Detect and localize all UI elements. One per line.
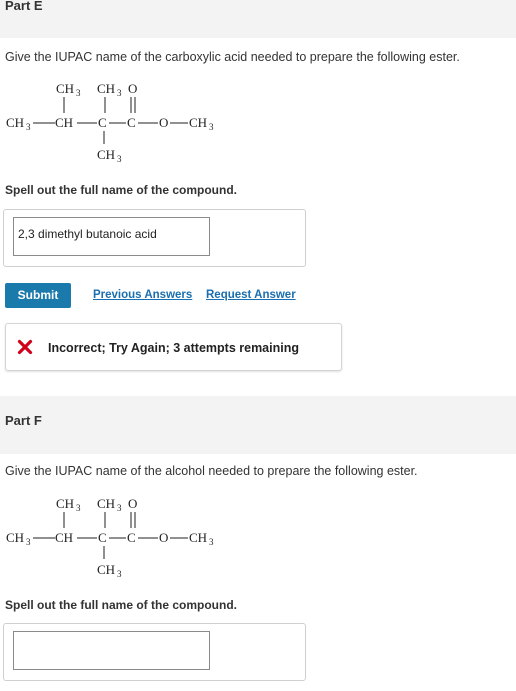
part-f-title: Part F [5,413,42,428]
part-e-answer-input[interactable]: 2,3 dimethyl butanoic acid [13,217,210,256]
part-f-instruction: Spell out the full name of the compound. [5,598,237,612]
svg-text:CH: CH [189,115,208,130]
svg-text:3: 3 [26,537,31,547]
part-f-header [0,396,516,454]
svg-text:CH: CH [56,496,75,511]
part-f-answer-input[interactable] [13,631,210,670]
svg-text:3: 3 [117,569,122,579]
svg-text:3: 3 [76,88,81,98]
svg-text:C: C [127,530,136,545]
svg-text:O: O [128,81,138,96]
svg-text:CH: CH [189,530,208,545]
svg-text:3: 3 [76,503,81,513]
svg-text:CH: CH [97,81,116,96]
svg-text:O: O [159,115,169,130]
part-e-instruction: Spell out the full name of the compound. [5,183,237,197]
ester-structure-svg [0,495,240,579]
part-e-title: Part E [5,0,43,13]
part-f-ester-structure [0,495,240,579]
svg-text:CH: CH [97,147,116,162]
part-f-prompt: Give the IUPAC name of the alcohol needed to prepare the following ester. [5,464,418,478]
svg-text:O: O [159,530,169,545]
svg-text:O: O [128,496,138,511]
part-e-header [0,0,516,38]
svg-text:CH: CH [55,530,74,545]
previous-answers-link[interactable]: Previous Answers [93,289,193,301]
svg-text:3: 3 [117,154,122,164]
svg-text:CH: CH [56,81,75,96]
svg-text:3: 3 [26,122,31,132]
svg-text:CH: CH [97,562,116,577]
feedback-message: Incorrect; Try Again; 3 attempts remaining [48,341,299,355]
x-mark-icon [17,339,33,355]
svg-text:CH: CH [6,530,25,545]
part-f-answer-box [3,623,306,681]
feedback-incorrect [5,323,342,371]
svg-text:3: 3 [209,537,214,547]
submit-button[interactable]: Submit [5,283,71,308]
svg-text:CH: CH [97,496,116,511]
svg-text:C: C [127,115,136,130]
svg-text:3: 3 [117,88,122,98]
part-e-prompt: Give the IUPAC name of the carboxylic acid needed to prepare the following ester. [5,50,460,64]
svg-text:C: C [98,530,107,545]
part-e-ester-structure [0,80,240,164]
part-e-answer-box [3,209,306,267]
request-answer-link[interactable]: Request Answer [206,289,296,301]
ester-structure-svg [0,80,240,164]
svg-text:3: 3 [209,122,214,132]
svg-text:CH: CH [55,115,74,130]
svg-text:CH: CH [6,115,25,130]
svg-text:3: 3 [117,503,122,513]
svg-text:C: C [98,115,107,130]
